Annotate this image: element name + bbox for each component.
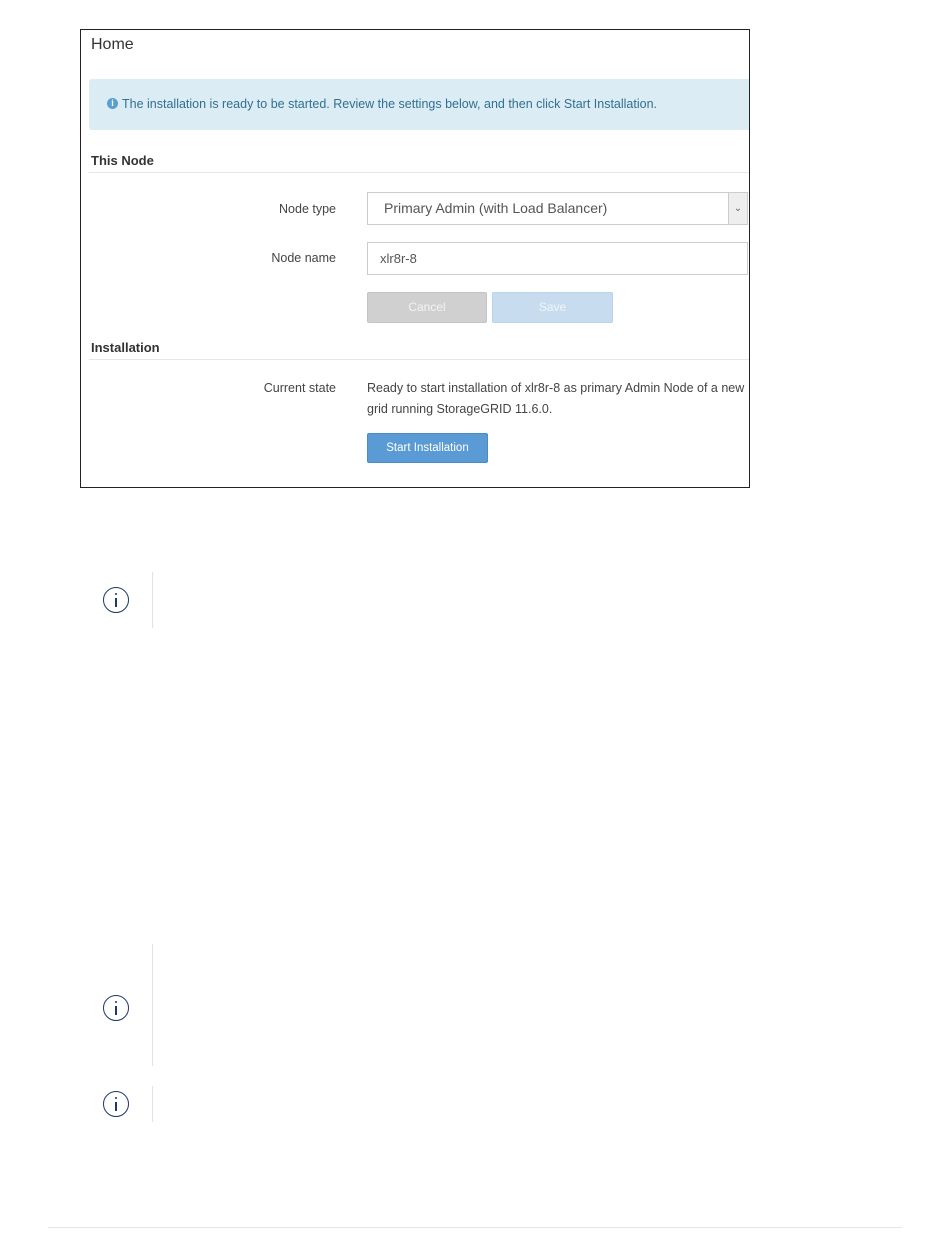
footer-divider (48, 1227, 902, 1228)
info-alert (89, 79, 750, 130)
node-type-label: Node type (279, 202, 336, 216)
info-icon (103, 995, 129, 1021)
node-type-value: Primary Admin (with Load Balancer) (384, 200, 608, 216)
info-icon (103, 1091, 129, 1117)
divider (89, 172, 750, 173)
current-state-label: Current state (263, 381, 336, 395)
start-installation-button[interactable]: Start Installation (367, 433, 488, 463)
alert-text: The installation is ready to be started. Review the settings below, and then click Start Installation. (122, 97, 658, 111)
info-icon: i (107, 98, 118, 109)
section-heading-this-node: This Node (91, 153, 154, 168)
screenshot-panel (80, 29, 750, 488)
current-state-value: Ready to start installation of xlr8r-8 as primary Admin Node of a new grid running StorageGRID 11.6.0. (367, 381, 745, 416)
note-divider (152, 944, 153, 1066)
section-heading-installation: Installation (91, 340, 160, 355)
save-button[interactable]: Save (492, 292, 613, 323)
page-title: Home (91, 36, 134, 53)
chevron-down-icon[interactable]: ⌄ (728, 193, 747, 224)
note-divider (152, 1086, 153, 1122)
node-type-select[interactable] (367, 192, 748, 225)
divider (89, 359, 750, 360)
node-name-input[interactable]: xlr8r-8 (367, 242, 748, 275)
node-name-label: Node name (271, 251, 336, 265)
info-icon (103, 587, 129, 613)
cancel-button[interactable]: Cancel (367, 292, 487, 323)
note-divider (152, 572, 153, 628)
